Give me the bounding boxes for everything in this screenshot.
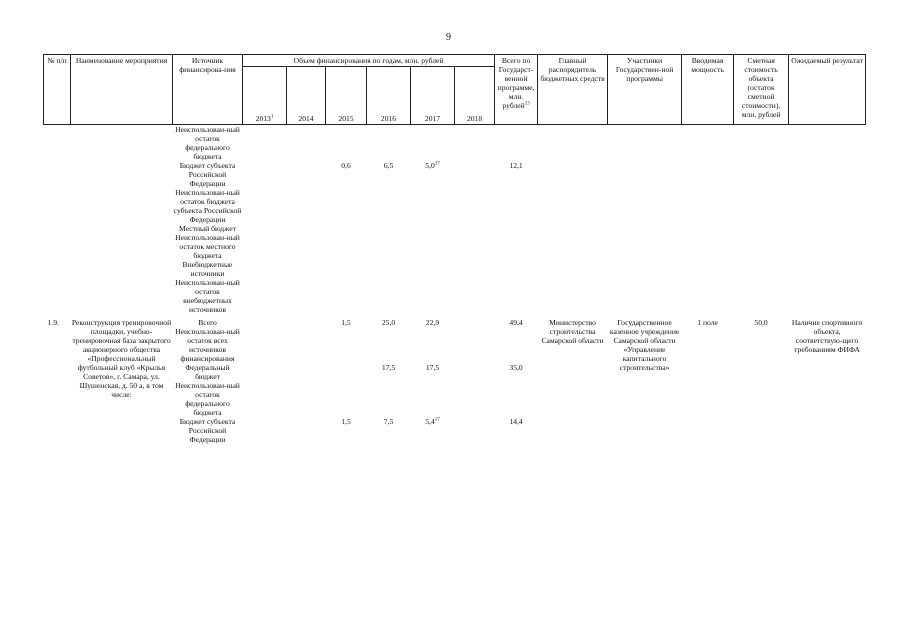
header-name: Наименование мероприятия xyxy=(71,55,173,125)
total-cell: 35,0 xyxy=(509,363,523,372)
value-cell: 25,0 xyxy=(381,318,396,327)
page-number: 9 xyxy=(446,32,451,43)
header-total: Всего по Государст-венной программе, млн. рублей$^{13}$ xyxy=(495,55,538,125)
value-cell: 0,6 xyxy=(341,161,351,170)
source-cell: Внебюджетные источники xyxy=(182,260,233,278)
total-cell: 49,4 xyxy=(509,318,523,327)
cost-cell: 50,0 xyxy=(754,318,768,327)
source-cell: Неиспользован-ный остаток местного бюджета xyxy=(175,233,240,260)
table-row xyxy=(44,260,866,278)
header-year: 2017 xyxy=(411,67,455,125)
header-year: 2013$^1$ xyxy=(243,67,287,125)
source-cell: Неиспользован-ный остаток внебюджетных источников xyxy=(175,278,240,314)
value-cell: 17,5 xyxy=(425,363,440,372)
header-source: Источник финансирова-ния xyxy=(173,55,243,125)
table-row xyxy=(44,125,866,162)
value-cell: 22,9 xyxy=(425,318,440,327)
table-row xyxy=(44,224,866,233)
table-row xyxy=(44,188,866,224)
header-year: 2018 xyxy=(455,67,495,125)
header-year: 2016 xyxy=(367,67,411,125)
table-row xyxy=(44,278,866,314)
header-cost: Сметная стоимость объекта (остаток сметной стоимости), млн. рублей xyxy=(734,55,789,125)
source-cell: Федеральный бюджет xyxy=(185,363,230,381)
source-cell: Всего xyxy=(198,318,217,327)
value-cell: $5,4^{17}$ xyxy=(425,417,440,426)
header-participants: Участники Государствен-ной программы xyxy=(608,55,682,125)
source-cell: Бюджет субъекта Российской Федерации xyxy=(179,417,236,444)
header-manager: Главный распорядитель бюджетных средств xyxy=(538,55,608,125)
table-row xyxy=(44,233,866,260)
header-year: 2015 xyxy=(326,67,367,125)
value-cell: $5,0^{17}$ xyxy=(425,161,440,170)
header-capacity: Вводимая мощность xyxy=(682,55,734,125)
table-row xyxy=(44,314,866,327)
header-row xyxy=(44,55,866,67)
source-cell: Неиспользован-ный остаток федерального бюджета xyxy=(175,381,240,417)
financing-table xyxy=(43,54,866,444)
item-number: 1.9. xyxy=(47,318,59,327)
header-number: № п/п xyxy=(44,55,71,125)
item-name: Реконструкция тренировочной площадки, учебно-тренировочная база закрытого акционерного общества «Профессиональный футбольный клуб «Крылья Советов», г. Самара, ул. Шушенская, д. 50 а, в том числе: xyxy=(71,318,172,399)
value-cell: 1,5 xyxy=(341,417,351,426)
value-cell: 1,5 xyxy=(341,318,351,327)
source-cell: Неиспользован-ный остаток федерального бюджета xyxy=(175,125,240,161)
source-cell: Бюджет субъекта Российской Федерации xyxy=(179,161,236,188)
table-row xyxy=(44,161,866,188)
value-cell: 6,5 xyxy=(383,161,394,170)
source-cell: Местный бюджет xyxy=(179,224,236,233)
source-cell: Неиспользован-ный остаток бюджета субъекта Российской Федерации xyxy=(173,188,242,224)
header-result: Ожидаемый результат xyxy=(789,55,866,125)
result-cell: Наличие спортивного объекта, соответствую-щего требованиям ФИФА xyxy=(791,318,863,354)
capacity-cell: 1 поле xyxy=(697,318,718,327)
total-cell: 12,1 xyxy=(509,161,523,170)
participants-cell: Государственное казенное учреждение Самарской области «Управление капитального строительства» xyxy=(609,318,680,372)
header-year: 2014 xyxy=(287,67,326,125)
value-cell: 7,5 xyxy=(383,417,394,426)
manager-cell: Министерство строительства Самарской области xyxy=(541,318,604,345)
value-cell: 17,5 xyxy=(381,363,396,372)
total-cell: 14,4 xyxy=(509,417,523,426)
header-financing: Объем финансирования по годам, млн. рублей xyxy=(243,55,495,67)
source-cell: Неиспользован-ный остаток всех источников финансирования xyxy=(175,327,240,363)
